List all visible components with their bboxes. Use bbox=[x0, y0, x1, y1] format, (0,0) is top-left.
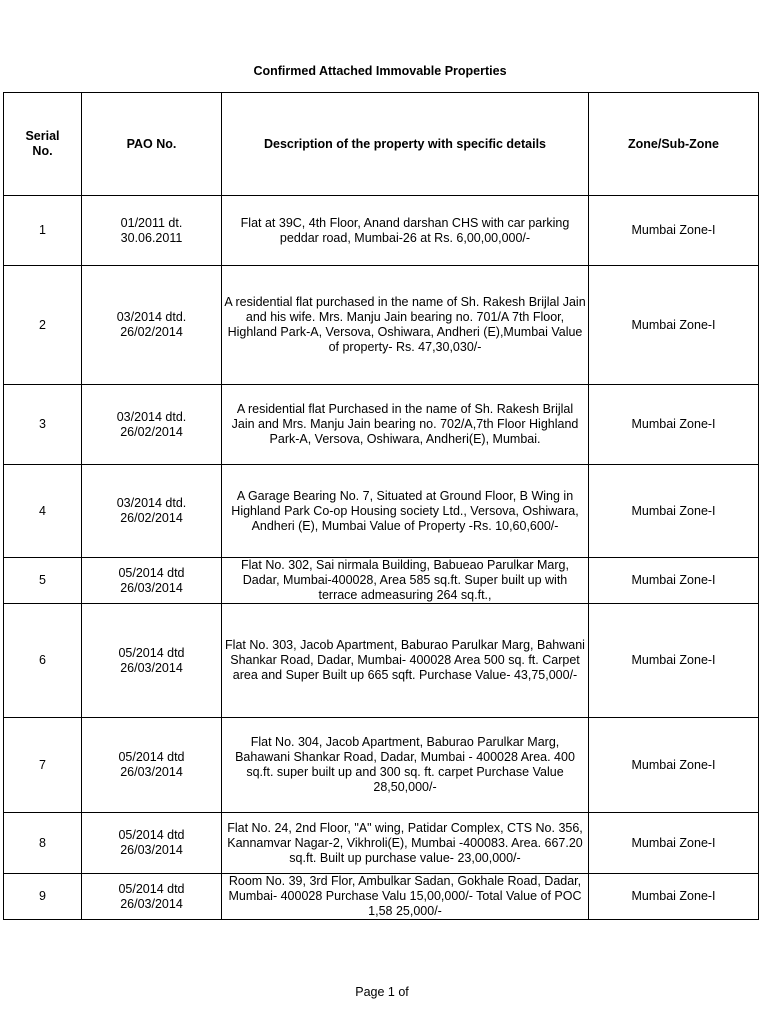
table-header-row bbox=[4, 93, 759, 196]
serial-cell: 1 bbox=[4, 196, 82, 266]
table-row bbox=[4, 558, 759, 604]
pao-cell: 05/2014 dtd 26/03/2014 bbox=[82, 813, 222, 874]
description-cell: Flat No. 24, 2nd Floor, "A" wing, Patidar Complex, CTS No. 356, Kannamvar Nagar-2, Vikhroli(E), Mumbai -400083. Area. 667.20 sq.ft. Built up purchase value- 23,00,000/- bbox=[222, 813, 589, 874]
pao-cell: 03/2014 dtd. 26/02/2014 bbox=[82, 385, 222, 465]
serial-cell: 7 bbox=[4, 718, 82, 813]
description-cell: Flat No. 303, Jacob Apartment, Baburao Parulkar Marg, Bahwani Shankar Road, Dadar, Mumbai- 400028 Area 500 sq. ft. Carpet area and Super Built up 665 sqft. Purchase Value- 43,75,000/- bbox=[222, 604, 589, 718]
zone-cell: Mumbai Zone-I bbox=[589, 266, 759, 385]
page-title: Confirmed Attached Immovable Properties bbox=[253, 64, 507, 78]
zone-cell: Mumbai Zone-I bbox=[589, 558, 759, 604]
pao-cell: 05/2014 dtd 26/03/2014 bbox=[82, 604, 222, 718]
header-pao: PAO No. bbox=[82, 93, 222, 196]
header-zone: Zone/Sub-Zone bbox=[589, 93, 759, 196]
zone-cell: Mumbai Zone-I bbox=[589, 874, 759, 920]
description-cell: Room No. 39, 3rd Flor, Ambulkar Sadan, Gokhale Road, Dadar, Mumbai- 400028 Purchase Valu 15,00,000/- Total Value of POC 1,58 25,000/- bbox=[222, 874, 589, 920]
serial-cell: 2 bbox=[4, 266, 82, 385]
serial-cell: 5 bbox=[4, 558, 82, 604]
serial-cell: 3 bbox=[4, 385, 82, 465]
pao-cell: 03/2014 dtd. 26/02/2014 bbox=[82, 465, 222, 558]
table-row bbox=[4, 465, 759, 558]
pao-cell: 05/2014 dtd 26/03/2014 bbox=[82, 718, 222, 813]
pao-cell: 05/2014 dtd 26/03/2014 bbox=[82, 874, 222, 920]
table-row bbox=[4, 874, 759, 920]
table-row bbox=[4, 196, 759, 266]
description-cell: Flat No. 302, Sai nirmala Building, Babueao Parulkar Marg, Dadar, Mumbai-400028, Area 585 sq.ft. Super built up with terrace admeasuring 264 sq.ft., bbox=[222, 558, 589, 604]
zone-cell: Mumbai Zone-I bbox=[589, 813, 759, 874]
table-row bbox=[4, 385, 759, 465]
serial-cell: 4 bbox=[4, 465, 82, 558]
zone-cell: Mumbai Zone-I bbox=[589, 465, 759, 558]
serial-cell: 9 bbox=[4, 874, 82, 920]
table-row bbox=[4, 813, 759, 874]
header-serial: Serial No. bbox=[4, 93, 82, 196]
description-cell: Flat No. 304, Jacob Apartment, Baburao Parulkar Marg, Bahawani Shankar Road, Dadar, Mumbai - 400028 Area. 400 sq.ft. super built up and 300 sq. ft. carpet Purchase Value 28,50,000/- bbox=[222, 718, 589, 813]
pao-cell: 01/2011 dt. 30.06.2011 bbox=[82, 196, 222, 266]
header-description: Description of the property with specific details bbox=[222, 93, 589, 196]
zone-cell: Mumbai Zone-I bbox=[589, 196, 759, 266]
zone-cell: Mumbai Zone-I bbox=[589, 385, 759, 465]
properties-table bbox=[3, 92, 759, 920]
description-cell: A residential flat Purchased in the name of Sh. Rakesh Brijlal Jain and Mrs. Manju Jain bearing no. 702/A,7th Floor Highland Park-A, Versova, Oshiwara, Andheri(E), Mumbai. bbox=[222, 385, 589, 465]
description-cell: A residential flat purchased in the name of Sh. Rakesh Brijlal Jain and his wife. Mrs. Manju Jain bearing no. 701/A 7th Floor, Highland Park-A, Versova, Oshiwara, Andheri (E),Mumbai Value of property- Rs. 47,30,030/- bbox=[222, 266, 589, 385]
page-number: Page 1 of bbox=[355, 985, 409, 999]
serial-cell: 8 bbox=[4, 813, 82, 874]
pao-cell: 03/2014 dtd. 26/02/2014 bbox=[82, 266, 222, 385]
zone-cell: Mumbai Zone-I bbox=[589, 718, 759, 813]
serial-cell: 6 bbox=[4, 604, 82, 718]
zone-cell: Mumbai Zone-I bbox=[589, 604, 759, 718]
description-cell: A Garage Bearing No. 7, Situated at Ground Floor, B Wing in Highland Park Co-op Housing society Ltd., Versova, Oshiwara, Andheri (E), Mumbai Value of Property -Rs. 10,60,600/- bbox=[222, 465, 589, 558]
pao-cell: 05/2014 dtd 26/03/2014 bbox=[82, 558, 222, 604]
description-cell: Flat at 39C, 4th Floor, Anand darshan CHS with car parking peddar road, Mumbai-26 at Rs. 6,00,00,000/- bbox=[222, 196, 589, 266]
table-row bbox=[4, 266, 759, 385]
table-row bbox=[4, 718, 759, 813]
table-row bbox=[4, 604, 759, 718]
